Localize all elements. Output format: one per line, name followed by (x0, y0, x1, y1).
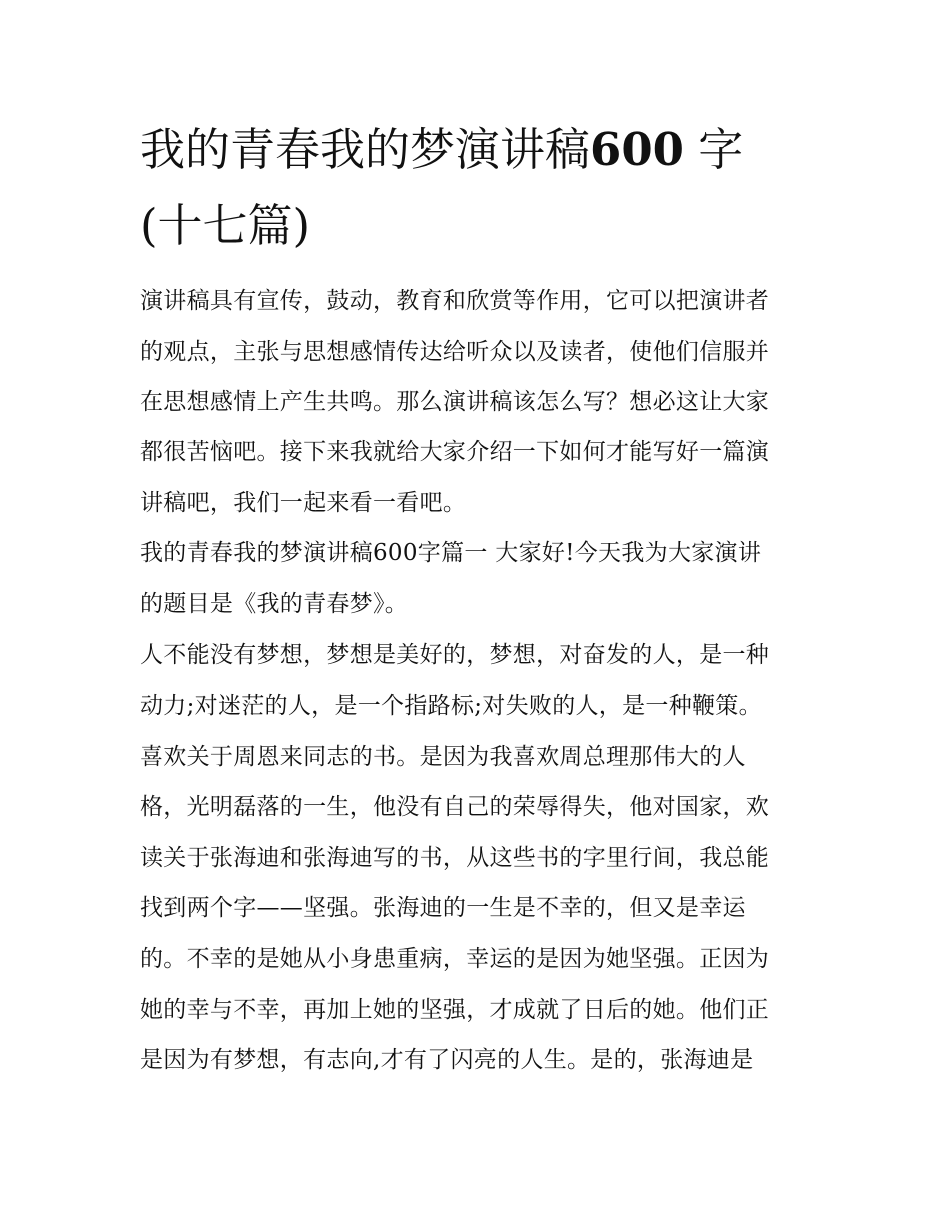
title-line-2: (十七篇) (140, 199, 311, 252)
body-line-7: 的题目是《我的青春梦》。 (140, 591, 409, 617)
body-line-13: 找到两个字——坚强。张海迪的一生是不幸的，但又是幸运 (140, 895, 746, 921)
document-title (140, 112, 820, 264)
body-line-6: 我的青春我的梦演讲稿600字篇一 大家好!今天我为大家演讲 (140, 540, 762, 566)
body-line-14: 的。不幸的是她从小身患重病，幸运的是因为她坚强。正因为 (140, 946, 770, 972)
body-line-16: 是因为有梦想，有志向,才有了闪亮的人生。是的，张海迪是 (140, 1047, 754, 1073)
title-suffix: 字 (698, 123, 744, 176)
body-line-15: 她的幸与不幸，再加上她的坚强，才成就了日后的她。他们正 (140, 997, 770, 1023)
body-line-9: 动力;对迷茫的人，是一个指路标;对失败的人，是一种鞭策。 (140, 693, 762, 719)
body-line-10: 喜欢关于周恩来同志的书。是因为我喜欢周总理那伟大的人 (140, 744, 746, 770)
body-line-4: 都很苦恼吧。接下来我就给大家介绍一下如何才能写好一篇演 (140, 439, 770, 465)
title-number: 600 (590, 123, 684, 176)
body-line-5: 讲稿吧，我们一起来看一看吧。 (140, 490, 467, 516)
body-line-11: 格，光明磊落的一生，他没有自己的荣辱得失，他对国家，欢 (140, 794, 770, 820)
body-line-12: 读关于张海迪和张海迪写的书，从这些书的字里行间，我总能 (140, 845, 770, 871)
body-line-1: 演讲稿具有宣传，鼓动，教育和欣赏等作用，它可以把演讲者 (140, 288, 770, 314)
title-prefix: 我的青春我的梦演讲稿 (140, 123, 591, 176)
body-line-8: 人不能没有梦想，梦想是美好的，梦想，对奋发的人，是一种 (140, 642, 770, 668)
body-line-2: 的观点，主张与思想感情传达给听众以及读者，使他们信服并 (140, 339, 770, 365)
body-line-3: 在思想感情上产生共鸣。那么演讲稿该怎么写？想必这让大家 (140, 389, 770, 415)
